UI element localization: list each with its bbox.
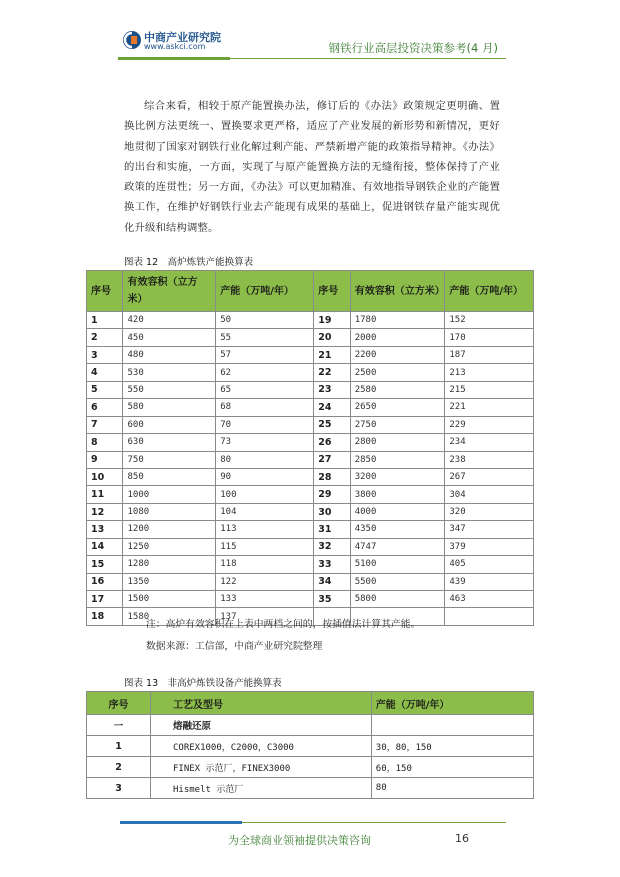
row-index: 30 [314,503,350,520]
volume-cell: 550 [123,381,216,398]
row-index: 8 [87,434,123,451]
capacity-cell: 347 [445,521,534,538]
volume-cell: 2580 [350,381,445,398]
table-row [87,591,534,608]
volume-cell: 2800 [350,434,445,451]
row-index: 19 [314,312,350,329]
row-index: 26 [314,434,350,451]
capacity-cell: 152 [445,312,534,329]
volume-cell: 420 [123,312,216,329]
row-index: 14 [87,538,123,555]
volume-cell: 1000 [123,486,216,503]
header-rule-thick [118,57,230,60]
capacity-cell: 122 [216,573,314,590]
table-row [87,521,534,538]
capacity-cell: 379 [445,538,534,555]
table-row [87,715,534,736]
footer-rule-thin [242,822,506,823]
logo-icon [122,30,142,50]
table-row [87,364,534,381]
col-header-volume: 有效容积（立方米） [123,271,216,312]
row-index: 20 [314,329,350,346]
volume-cell: 850 [123,468,216,485]
capacity-cell: 80 [216,451,314,468]
row-index: 27 [314,451,350,468]
table-row [87,778,534,799]
row-index: 12 [87,503,123,520]
row-index: 3 [87,346,123,363]
col-header-capacity: 产能（万吨/年） [371,692,533,715]
table-header-row [87,692,534,715]
capacity-cell: 104 [216,503,314,520]
capacity-cell [371,715,533,736]
report-title: 钢铁行业高层投资决策参考(4 月) [328,41,498,55]
row-index: 1 [87,736,151,757]
table-row [87,451,534,468]
table-row [87,346,534,363]
col-header-process: 工艺及型号 [151,692,372,715]
page-number: 16 [455,832,469,845]
row-index: 13 [87,521,123,538]
volume-cell: 1350 [123,573,216,590]
logo-text-cn: 中商产业研究院 [144,31,221,44]
table12-caption: 图表 12 高炉炼铁产能换算表 [124,257,254,268]
table-row [87,573,534,590]
row-index: 23 [314,381,350,398]
header-rule-thin [230,58,506,59]
row-index: 9 [87,451,123,468]
volume-cell: 2200 [350,346,445,363]
col-header-capacity: 产能（万吨/年） [216,271,314,312]
capacity-cell: 170 [445,329,534,346]
volume-cell: 2750 [350,416,445,433]
table-row [87,486,534,503]
table-row [87,399,534,416]
capacity-cell: 30，80，150 [371,736,533,757]
row-index: 29 [314,486,350,503]
capacity-cell: 187 [445,346,534,363]
volume-cell: 1080 [123,503,216,520]
col-header-volume-2: 有效容积（立方米） [350,271,445,312]
capacity-cell: 55 [216,329,314,346]
volume-cell: 580 [123,399,216,416]
row-index: 35 [314,591,350,608]
volume-cell: 1250 [123,538,216,555]
volume-cell: 1500 [123,591,216,608]
row-index: 16 [87,573,123,590]
volume-cell: 450 [123,329,216,346]
row-index: 24 [314,399,350,416]
volume-cell: 2500 [350,364,445,381]
row-index: 21 [314,346,350,363]
capacity-cell: 320 [445,503,534,520]
row-index: 2 [87,329,123,346]
capacity-cell: 267 [445,468,534,485]
capacity-cell: 57 [216,346,314,363]
row-index: 10 [87,468,123,485]
volume-cell: 1280 [123,556,216,573]
row-index: 25 [314,416,350,433]
capacity-cell: 234 [445,434,534,451]
page-header [0,0,620,70]
row-index: 1 [87,312,123,329]
volume-cell: 5100 [350,556,445,573]
capacity-cell: 215 [445,381,534,398]
capacity-cell: 62 [216,364,314,381]
row-index: 15 [87,556,123,573]
capacity-cell: 73 [216,434,314,451]
row-index: 5 [87,381,123,398]
table13-caption: 图表 13 非高炉炼铁设备产能换算表 [124,678,282,689]
capacity-cell: 133 [216,591,314,608]
col-header-index: 序号 [87,271,123,312]
volume-cell: 630 [123,434,216,451]
table13-body [87,715,534,799]
capacity-cell [445,608,534,625]
volume-cell: 4350 [350,521,445,538]
table-row [87,538,534,555]
table-row [87,312,534,329]
capacity-cell: 137 [216,608,314,625]
capacity-cell: 60，150 [371,757,533,778]
volume-cell: 2650 [350,399,445,416]
table-row [87,757,534,778]
capacity-cell: 213 [445,364,534,381]
capacity-cell: 405 [445,556,534,573]
row-index: 18 [87,608,123,625]
row-index: 34 [314,573,350,590]
row-index: 4 [87,364,123,381]
volume-cell: 3800 [350,486,445,503]
table-row [87,381,534,398]
row-index: 28 [314,468,350,485]
col-header-index-2: 序号 [314,271,350,312]
col-header-index: 序号 [87,692,151,715]
table-row [87,556,534,573]
volume-cell: 5800 [350,591,445,608]
capacity-cell: 439 [445,573,534,590]
table-header-row [87,271,534,312]
table-row [87,434,534,451]
footer-slogan: 为全球商业领袖提供决策咨询 [228,834,371,847]
table12-body [87,312,534,626]
capacity-cell: 115 [216,538,314,555]
volume-cell: 1580 [123,608,216,625]
capacity-cell: 118 [216,556,314,573]
volume-cell: 2000 [350,329,445,346]
row-index: 32 [314,538,350,555]
blast-furnace-capacity-table [86,270,534,626]
table12-source: 数据来源：工信部，中商产业研究院整理 [146,641,323,652]
non-blast-furnace-capacity-table [86,691,534,799]
volume-cell: 2850 [350,451,445,468]
capacity-cell: 50 [216,312,314,329]
capacity-cell: 229 [445,416,534,433]
volume-cell: 1200 [123,521,216,538]
table-row [87,416,534,433]
table12-note: 注：高炉有效容积在上表中两档之间的，按插值法计算其产能。 [146,619,421,630]
summary-paragraph: 综合来看，相较于原产能置换办法，修订后的《办法》政策规定更明确、置换比例方法更统一、置换要求更严格，适应了产业发展的新形势和新情况，更好地贯彻了国家对钢铁行业化解过剩产能、严禁新增产能的政策指导精神。《办法》的出台和实施，一方面，实现了与原产能置换方法的无缝衔接，整体保持了产业政策的连贯性；另一方面，《办法》可以更加精准、有效地指导钢铁企业的产能置换工作，在维护好钢铁行业去产能现有成果的基础上，促进钢铁存量产能实现优化升级和结构调整。 [124,100,500,234]
process-cell: 熔融还原 [151,715,372,736]
table-row [87,329,534,346]
footer-rule-thick [120,821,242,824]
volume-cell: 530 [123,364,216,381]
process-cell: FINEX 示范厂，FINEX3000 [151,757,372,778]
table-row [87,503,534,520]
capacity-cell: 113 [216,521,314,538]
col-header-capacity-2: 产能（万吨/年） [445,271,534,312]
volume-cell: 4000 [350,503,445,520]
capacity-cell: 238 [445,451,534,468]
volume-cell: 4747 [350,538,445,555]
capacity-cell: 90 [216,468,314,485]
capacity-cell: 304 [445,486,534,503]
row-index: 3 [87,778,151,799]
volume-cell: 5500 [350,573,445,590]
row-index: 2 [87,757,151,778]
process-cell: Hismelt 示范厂 [151,778,372,799]
process-cell: COREX1000，C2000，C3000 [151,736,372,757]
row-index: 33 [314,556,350,573]
volume-cell: 3200 [350,468,445,485]
capacity-cell: 100 [216,486,314,503]
capacity-cell: 68 [216,399,314,416]
capacity-cell: 463 [445,591,534,608]
volume-cell: 480 [123,346,216,363]
row-index: 一 [87,715,151,736]
capacity-cell: 65 [216,381,314,398]
table-row [87,736,534,757]
volume-cell: 750 [123,451,216,468]
row-index: 22 [314,364,350,381]
capacity-cell: 70 [216,416,314,433]
table-row [87,468,534,485]
capacity-cell: 80 [371,778,533,799]
row-index: 17 [87,591,123,608]
row-index: 11 [87,486,123,503]
volume-cell: 600 [123,416,216,433]
volume-cell: 1780 [350,312,445,329]
logo-text-en: www.askci.com [144,42,206,51]
capacity-cell: 221 [445,399,534,416]
row-index: 7 [87,416,123,433]
row-index: 31 [314,521,350,538]
row-index: 6 [87,399,123,416]
logo [122,30,242,54]
